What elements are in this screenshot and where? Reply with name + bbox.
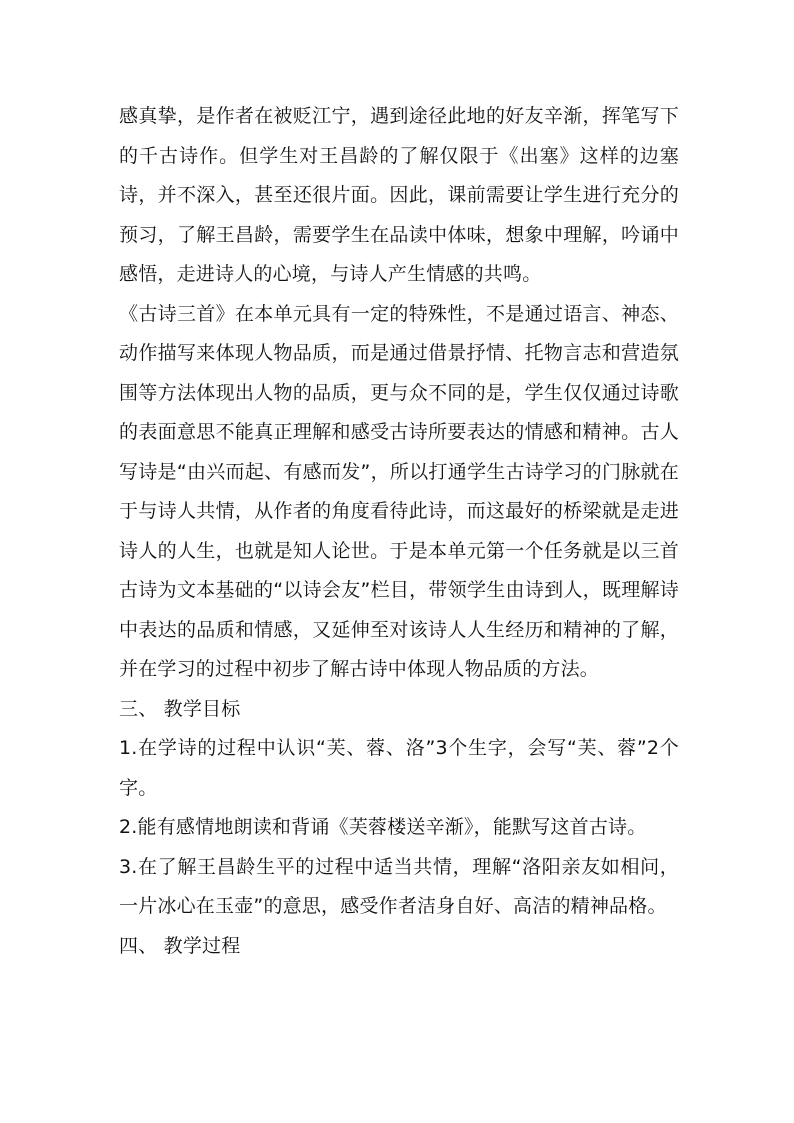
goal-item-3: 3.在了解王昌龄生平的过程中适当共情，理解“洛阳亲友如相问，一片冰心在玉壶”的意思，感受作者洁身自好、高洁的精神品格。 xyxy=(119,855,679,917)
section-heading-goals: 三、 教学目标 xyxy=(119,697,241,720)
section-heading-process: 四、 教学过程 xyxy=(119,934,241,957)
goal-item-2: 2.能有感情地朗读和背诵《芙蓉楼送辛渐》，能默写这首古诗。 xyxy=(119,816,647,838)
document-body xyxy=(119,97,679,966)
paragraph-analysis: 《古诗三首》在本单元具有一定的特殊性，不是通过语言、神态、动作描写来体现人物品质，而是通过借景抒情、托物言志和营造氛围等方法体现出人物的品质，更与众不同的是，学生仅仅通过诗歌的表面意思不能真正理解和感受古诗所要表达的情感和精神。古人写诗是“由兴而起、有感而发”，所以打通学生古诗学习的门脉就在于与诗人共情，从作者的角度看待此诗，而这最好的桥梁就是走进诗人的人生，也就是知人论世。于是本单元第一个任务就是以三首古诗为文本基础的“以诗会友”栏目，带领学生由诗到人，既理解诗中表达的品质和情感，又延伸至对该诗人人生经历和精神的了解，并在学习的过程中初步了解古诗中体现人物品质的方法。 xyxy=(119,302,679,680)
paragraph-intro: 感真挚，是作者在被贬江宁，遇到途径此地的好友辛渐，挥笔写下的千古诗作。但学生对王昌龄的了解仅限于《出塞》这样的边塞诗，并不深入，甚至还很片面。因此，课前需要让学生进行充分的预习，了解王昌龄，需要学生在品读中体味，想象中理解，吟诵中感悟，走进诗人的心境，与诗人产生情感的共鸣。 xyxy=(119,105,679,285)
goal-item-1: 1.在学诗的过程中认识“芙、蓉、洛”3个生字，会写“芙、蓉”2个字。 xyxy=(119,737,679,799)
